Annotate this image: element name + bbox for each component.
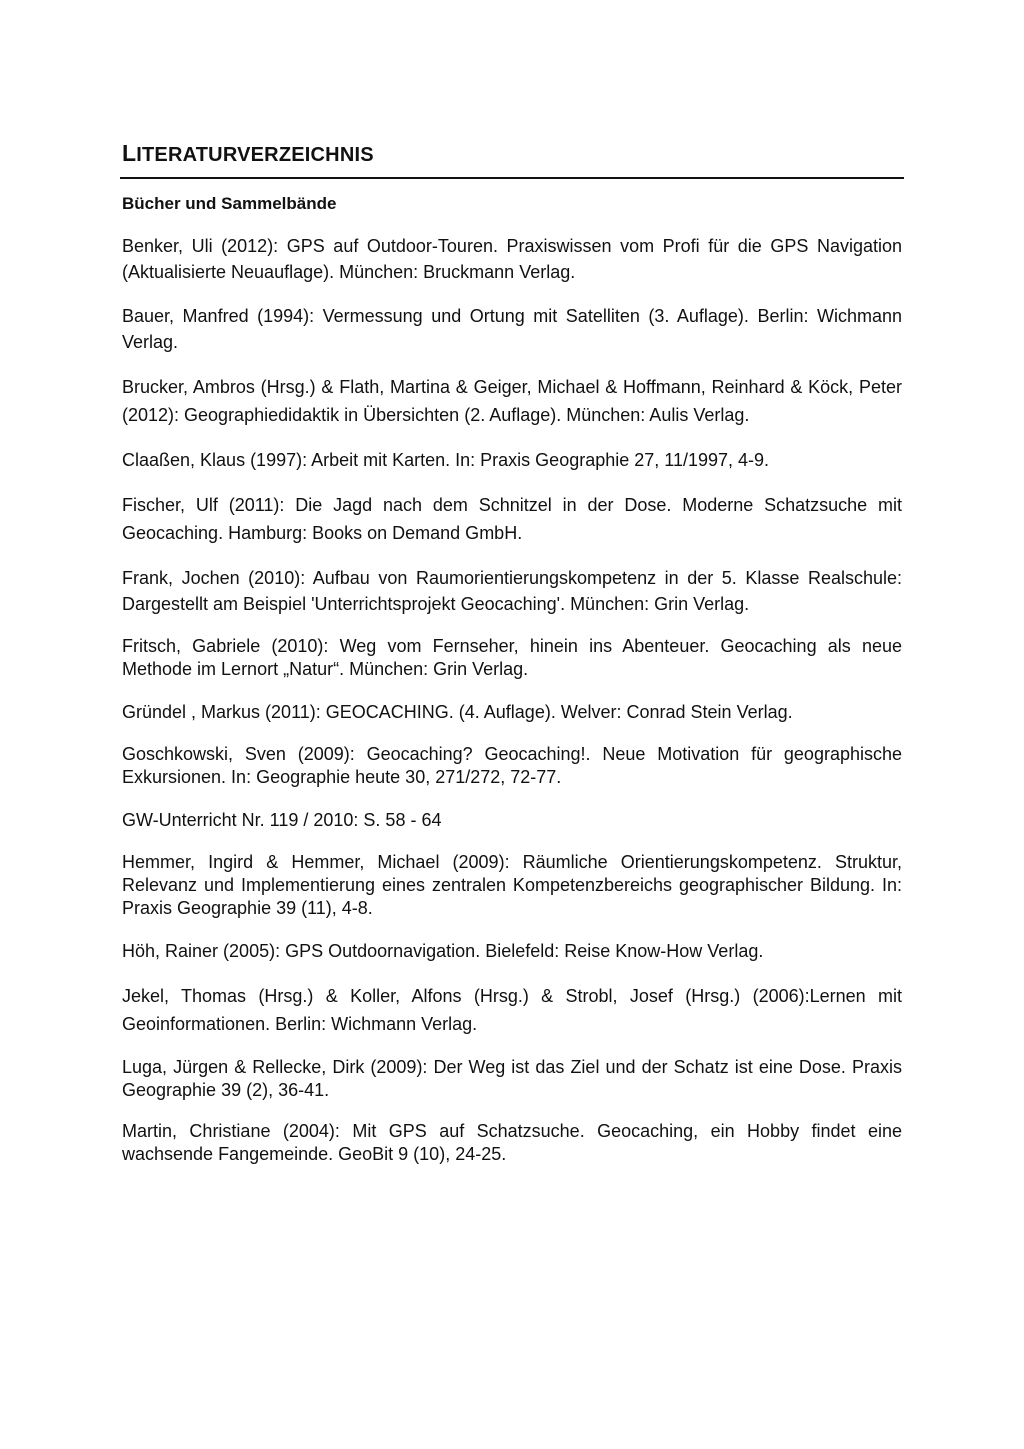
bibliography-entry: Goschkowski, Sven (2009): Geocaching? Geocaching!. Neue Motivation für geographische Exkursionen. In: Geographie heute 30, 271/272, 72-77.: [122, 744, 902, 787]
page-title-rest: ITERATURVERZEICHNIS: [136, 144, 374, 166]
bibliography-entry: Jekel, Thomas (Hrsg.) & Koller, Alfons (Hrsg.) & Strobl, Josef (Hrsg.) (2006):Lernen mit Geoinformationen. Berlin: Wichmann Verlag.: [122, 986, 902, 1034]
document-content: [122, 141, 902, 1184]
page-title-initial: L: [122, 140, 137, 166]
bibliography-entry: Hemmer, Ingird & Hemmer, Michael (2009): Räumliche Orientierungskompetenz. Struktur, Relevanz und Implementierung eines zentralen Kompetenzbereichs geographischer Bildung. In: Praxis Geographie 39 (11), 4-8.: [122, 852, 902, 918]
bibliography-entry: Frank, Jochen (2010): Aufbau von Raumorientierungskompetenz in der 5. Klasse Realschule: Dargestellt am Beispiel 'Unterrichtsprojekt Geocaching'. München: Grin Verlag.: [122, 568, 902, 614]
bibliography-entry: Gründel , Markus (2011): GEOCACHING. (4. Auflage). Welver: Conrad Stein Verlag.: [122, 702, 793, 722]
bibliography-entry: Claaßen, Klaus (1997): Arbeit mit Karten. In: Praxis Geographie 27, 11/1997, 4-9.: [122, 450, 770, 470]
bibliography-entry: Benker, Uli (2012): GPS auf Outdoor-Touren. Praxiswissen vom Profi für die GPS Navigation (Aktualisierte Neuauflage). München: Bruckmann Verlag.: [122, 236, 902, 282]
bibliography-entry: Luga, Jürgen & Rellecke, Dirk (2009): Der Weg ist das Ziel und der Schatz ist eine Dose. Praxis Geographie 39 (2), 36-41.: [122, 1057, 902, 1100]
bibliography-entry: Bauer, Manfred (1994): Vermessung und Ortung mit Satelliten (3. Auflage). Berlin: Wichmann Verlag.: [122, 306, 902, 352]
bibliography-entry: Höh, Rainer (2005): GPS Outdoornavigation. Bielefeld: Reise Know-How Verlag.: [122, 941, 764, 961]
bibliography-entry: Fritsch, Gabriele (2010): Weg vom Fernseher, hinein ins Abenteuer. Geocaching als neue Methode im Lernort „Natur“. München: Grin Verlag.: [122, 636, 902, 679]
bibliography-entry: Martin, Christiane (2004): Mit GPS auf Schatzsuche. Geocaching, ein Hobby findet eine wachsende Fangemeinde. GeoBit 9 (10), 24-25.: [122, 1121, 902, 1164]
bibliography-list: [122, 233, 902, 1166]
bibliography-entry: Fischer, Ulf (2011): Die Jagd nach dem Schnitzel in der Dose. Moderne Schatzsuche mit Geocaching. Hamburg: Books on Demand GmbH.: [122, 495, 902, 543]
section-heading: Bücher und Sammelbände: [122, 194, 337, 213]
bibliography-entry: Brucker, Ambros (Hrsg.) & Flath, Martina & Geiger, Michael & Hoffmann, Reinhard & Köck, Peter (2012): Geographiedidaktik in Übersichten (2. Auflage). München: Aulis Verlag.: [122, 377, 902, 425]
page-title: [122, 141, 902, 177]
title-divider: [120, 177, 904, 179]
bibliography-entry: GW-Unterricht Nr. 119 / 2010: S. 58 - 64: [122, 810, 442, 830]
